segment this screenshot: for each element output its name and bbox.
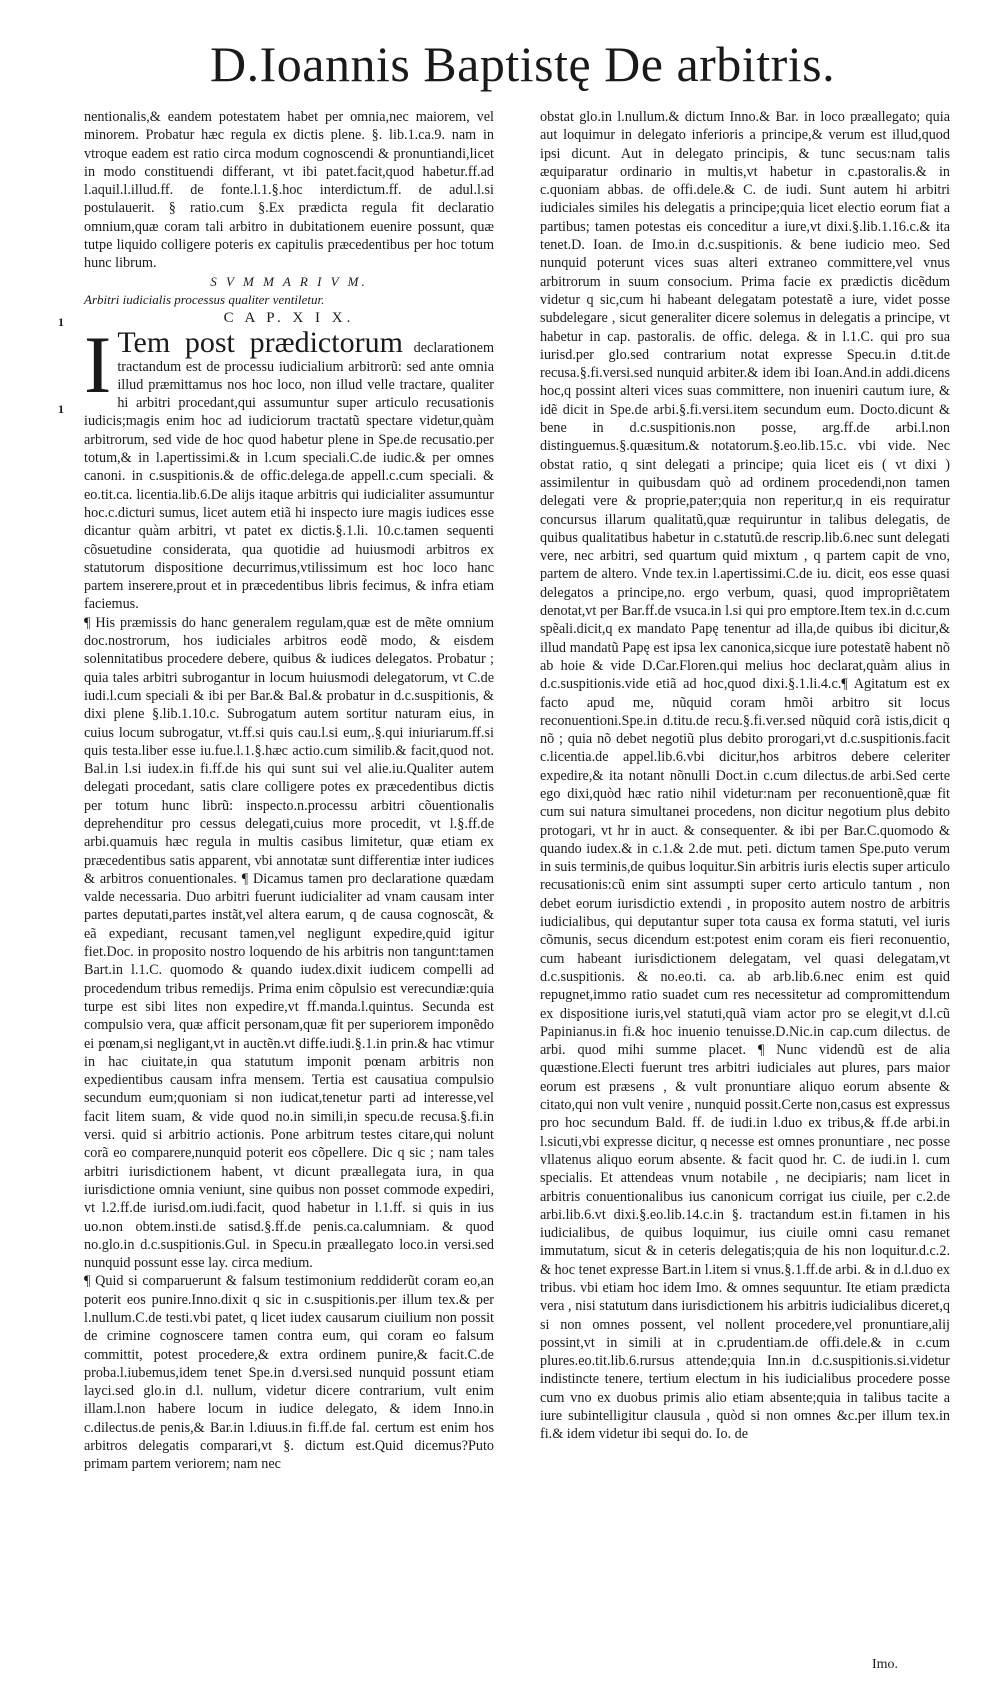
catchword: Imo. [872, 1657, 899, 1672]
section-number-marker: 1 [58, 402, 64, 416]
right-column-text: obstat glo.in l.nullum.& dictum Inno.& Bar. in loco præallegato; quia aut loquimur in delegato inferioris a principe,& verum est illud,quod ipsi dicunt. Aut in delegato principis, & tunc secus:nam talis æquiparatur ordinario in multis,vt habetur in c.pastoralis.& in c.quoniam abbas. de offi.dele.& C. de iudi. Sunt autem hi arbitri iudiciales similes his delegatis a principe;quia licet electio eorum fiat a partibus; tamen potestas eis conceditur a iure,vt dixi.§.lib.1.16.c.& ita tenet.D. Ioan. de Imo.in d.c.suspitionis. & bene iudicio meo. Sed nunquid poterunt vices suas alteri extraneo committere,vel vnus arbitrorum in suum consocium. Prima facie ex prædictis dicẽdum videtur q sic,cum hi habeant delegatam potestatẽ a iure, videt posse subdelegare , sicut generaliter dicere solemus in delegatis a principe, vt habetur in cap. pastoralis. de offic. delega. & in l.1.C. qui pro sua iurisd.per glo.sed contrarium notat expresse Specu.in d.tit.de recusa.§.fi.versi.sed nunquid arbiter.& idem ibi Ioan.And.in addi.dicens hoc,q possint alteri vices suas committere, non inueniri cautum iure, & idẽ dicit in Spe.de arbi.§.fi.versi.item secundum eum. Docto.dicunt & bene in d.c.suspitionis.non posse, arg.ff.de arbi.l.non distinguemus.§.quæsitum.& notatorum.§.eo.lib.15.c. vbi vide. Nec obstat ratio, q sint delegati a principe; quia licet eis ( vt dixi ) assimilentur in quibusdam quò ad ordinem procedendi,non tamen delegati vere & proprie,pater;quia non reperitur,q in eis requiratur concursus illarum qualitatũ,quæ requiruntur in talibus delegatis, de quibus qualitatibus habetur in c.statutũ.de rescrip.lib.6.nec sunt delegati vere, nec arbitri, sed quartum quid mixtum , q partem capit de vno, partem de altero. Vnde tex.in l.apertissimi.C.de iu. dicit, eos esse quasi delegatos a principe,no. ergo verbum, quasi, quod impropriẽtatem denotat,vt per Bar.ff.de vsuca.in l.si qui pro emptore.Item tex.in d.c.cum spẽali.dicit,q ex mandato Papę tenentur ad illa,de quibus ibi dicitur,& illud mandatũ Papę est ipsa lex canonica,sicque iure potestatẽ habent nõ ab hoie & vide D.Car.Floren.qui melius hoc declarat,quàm alius in d.c.suspitionis.vide etiã ad hoc,quod dixi.§.1.li.4.c.¶ Agitatum est ex facto apud me, nũquid coram hmõi arbitro sit locus reconuentioni.Spe.in d.titu.de recu.§.fi.ver.sed nũquid corã istis,dicit q nõ ; quia nõ debet negotiũ plus debito prorogari,vt d.c.suspitionis.facit c.licentia.de appel.lib.6.vbi dicitur,hos arbitros debere celeriter expedire,& ita notant nõnulli Doct.in c.cum dilectus.de arbi.Sed certe ego dixi,quòd hæc ratio nihil videtur:nam per reconuentionẽ,quæ fit cum sui natura simultanei procedens, non dicitur negotium plus debito protogari, vt hr in auct. & consequenter. & ibi per Bar.C.quomodo & quando iudex.& in c.1.& 2.de mut. peti. dictum tamen Spe.puto verum in suis terminis,de quibus loquitur.Sin arbitris iuris electis super articulo recusationis:cũ enim sint assumpti super certo articulo tantum , non debet eorum iurisdictio extendi , in proposito autem nostro de arbitris iudicialibus, qui deputantur super tota causa ex forma statuti, vel iuris cõmunis, secus dicendum est:potest enim coram eis fieri reconuentio, cum habeant iurisdictionem delegatam, vel quasi delegatam,vt d.c.suspitionis. & no.eo.ti. ca. ab arb.lib.6.nec enim est quid repugnet,immo ratio suadet cum res necessitetur ad compromittendum ex dispositione iuris,vel statuti,quã viam actor pro se elegit,vt d.l.cũ Papinianus.in fi.& hoc inuenio tenuisse.D.Nic.in cap.cum dilectus. de arbi. quod mihi summe placet. ¶ Nunc videndũ est de alia quæstione.Electi fuerunt tres arbitri iudiciales aut plures, pars maior eorum est præsens , & vult pronuntiare aliquo eorum absente & citato,qui non vult venire , nunquid possit.Certe non,casus est expressus pro hoc secundum Bald. ff. de iudi.in l.duo ex tribus,& ff.de arbi.in l.sicuti,vbi expresse dicitur, q necesse est omnes pronuntiare , nec posse vllatenus aliquo eorum absente. & facit quod hr. C. de iudi.in l. cum specialis. Et attendeas vnum notabile , ne decipiaris; nam licet in arbitris conuentionalibus ius canonicum corrigat ius ciuile, per c.2.de arbi.lib.6.vt dixi.§.eo.lib.14.c.in §. tractandum est.in fi.tamen in his iudicialibus, de quibus loquimur, ius ciuile omni casu remanet immutatum, sicut & in ceteris delegatis;quia de his non loquitur.d.c.2. & hoc tenet expresse Bart.in l.item si vnus.§.1.ff.de arbi. & in d.l.duo ex tribus. vbi etiam hoc idem Imo. & omnes sequuntur. Ite etiam prædicta vera , nisi statutum dans iurisdictionem his arbitris iudicialibus diceret,q si non omnes possent, vel nollent procedere,vel pronuntiare,alij possint,vt in simili at in c.prudentiam.de offi.dele.& in c.cum plures.eo.tit.lib.6.rursus attende;quia Inn.in d.c.suspitionis.si.videtur indistincte tenere, tertium electum in his iudicialibus procedere posse cum vno ex duobus primis alio etiam absente;quia in talibus tacite a iure subintelligitur clausula , quòd si non omnes &c.per illum tex.in fi.& idem videtur ibi sequi do. Io. de [540, 109, 950, 1443]
lead-words: Tem post prædictorum [117, 325, 403, 359]
summary-number-marker: 1 [58, 315, 64, 329]
drop-cap-initial: I [84, 318, 112, 410]
running-header: D.Ioannis Baptistę De arbitris. [210, 36, 836, 92]
left-column [84, 108, 494, 1474]
paragraph-two: ¶ His præmissis do hanc generalem regulam,quæ est de mẽte omnium doc.nostrorum, hos iudiciales arbitros eodẽ modo, & eisdem solennitatibus procedere debere, quibus & iudices delegatos. Probatur ; quia tales arbitri subrogantur in locum huiusmodi delegatorum, vt C.de iudi.l.cum speciali & ibi per Bar.& Bal.& probatur in d.c.suspitionis, & dixi plene §.lib.1.10.c. Subrogatum autem sortitur naturam eius, in cuius locum subrogatur, vt.ff.si quis cau.l.si eum,.§.qui iniuriarum.ff.si quis testa.liber esse iu.fue.l.1.§.hæc actio.cum similib.& facit,quod not. Bal.in l.si iudex.in fi.ff.de his qui sunt sui vel alie.iu.Qualiter autem delegati procedant, satis clare colligere potes ex præcedentibus dictis per totum hunc librũ: inspecto.n.processu arbitri cõuentionalis deprehenditur pro cessus delegati,cuius more procedit, vt l.§.ff.de arbi.quamuis hæc regula in multis casibus limitetur, quæ etiam ex præcedentibus satis apparent, vbi annotatæ sunt differentiæ inter iudices & arbitros conuentionales. ¶ Dicamus tamen pro declaratione quædam valde necessaria. Duo arbitri fuerunt iudicialiter ad vnam causam inter partes deputati,partes instãt,vel altera earum, q de causa cognoscãt, & eã expediant, recusant tamen,vel negligunt expedire,quid igitur fiet.Doc. in proposito nostro loquendo de his arbitris non tangunt:tamen Bart.in l.1.C. quomodo & quando iudex.dixit iudicem compelli ad procedendum tribus remedijs. Prima enim cõpulsio est verecundiæ:quia turpe est sibi lites non expedire,vt ff.manda.l.quintus. Secunda est compulsio vera, quæ afficit personam,quæ fit per superiorem imponẽdo ei pœnam,si negligant,vt in auctẽn.vt diffe.iudi.§.1.in prin.& hac vtimur in hac ciuitate,in qua statutum imponit pœnam arbitris non expedientibus causam infra mensem. Tertia est causatiua compulsio secundum eum;quoniam si non iudicat,tenetur parti ad interesse,vel facit litem suam, & vide quod no.in simili,in specu.de recusa.§.fi.in versi. quid si arbitrio actionis. Pone arbitrum testes citare,qui nolunt corã eo comparere,nunquid poterit eos cõpellere. Dic q sic ; nam tales arbitri iurisdictionem habent, vt dicunt præallegata iura, in qua iurisdictione omnia veniunt, sine quibus non posset commode expediri, vt l.2.ff.de iurisd.om.iudi.facit, quod habetur in l.1.ff. si quis in ius uo.non obtem.insti.de satisd.§.ff.de penis.ca.calumniam. & quod no.glo.in d.c.suspitionis.Gul. in Specu.in præallegato loco.in versi.sed nunquid possunt esse lay. circa medium. [84, 614, 494, 1272]
chapter-heading: C A P. X I X. [223, 310, 355, 327]
intro-paragraph: nentionalis,& eandem potestatem habet per omnia,nec maiorem, vel minorem. Probatur hæc regula ex dictis plene. §. lib.1.ca.9. nam in vtroque eadem est ratio circa modum cognoscendi & pronuntiandi,licet in modo constituendi differant, vt ibi patet.facit,quod habetur.ff.ad l.aquil.l.illud.ff. de fonte.l.1.§.hoc interdictum.ff. de adul.l.si postulauerit. § ratio.cum §.Ex prædicta regula fit declaratio omnium,quæ coram tali arbitro in dubitationem euenire possunt, quæ tutpe liquido colligere poteris ex capitulis præcedentibus per hoc totum hunc librum. [84, 109, 494, 272]
summary-item: Arbitri iudicialis processus qualiter ventiletur. [84, 291, 325, 307]
paragraph-one: præmittamus nos hoc loco, non illud velle tractare, qualiter hi arbitri procedant,qui assumuntur super articulo recusationis iudicis;magis enim hoc ad iudiciorum tractatũ spectare videtur,quàm arbitrorum, sed vide de hoc quod habetur plene in Spe.de recusatio.per totum,& in l.apertissimi.& in l.cum speciali.C.de iudic.& per omnes canoni. in c.suspitionis.& de offic.delega.de appell.c.cum speciali. & eo.tit.ca. licentia.lib.6.De alijs itaque arbitris qui iudicialiter assumuntur hoc.c.dicturi sumus, licet autem etiã hi inspecto iure magis iudices esse dicantur quàm arbitri, vt patet ex dictis.§.1.li. 10.c.tamen sequenti cõsuetudine considerata, qua quotidie ad huiusmodi arbitros ex statutorum dispositione decurrimus,vtilissimum est hoc loco hanc partem inserere,prout et in præcedentibus libris fecimus, & infra etiam faciemus. [84, 376, 494, 613]
summary-title: S V M M A R I V M. [210, 273, 368, 289]
paragraph-three: ¶ Quid si comparuerunt & falsum testimonium reddiderũt coram eo,an poterit eos punire.Inno.dixit q sic in c.suspitionis.per illum tex.& per l.nullum.C.de testi.vbi patet, q licet iudex causarum ciuilium non possit de crimine cognoscere tamen contra eum, qui coram eo falsum committit, potest procedere,& extra ordinem punire,& facit.C.de proba.l.iubemus,idem tenet Spe.in d.versi.sed nunquid possunt etiam layci.sed glo.in d.l. nullum, videtur dicere contrarium, vult enim illam.l.non habere locum in iudice delegato, & idem Inno.in c.dilectus.de penis,& Bar.in l.diuus.in fi.ff.de fal. certum est enim hos arbitros delegatis comparari,vt §. dictum est.Quid dicemus?Puto primam partem veriorem; nam nec [84, 1273, 494, 1473]
chapter-opening-text: declarationem tractandum est de processu iudicialium arbitrorũ: sed ante omnia illud [117, 339, 495, 393]
right-column [540, 108, 950, 1444]
